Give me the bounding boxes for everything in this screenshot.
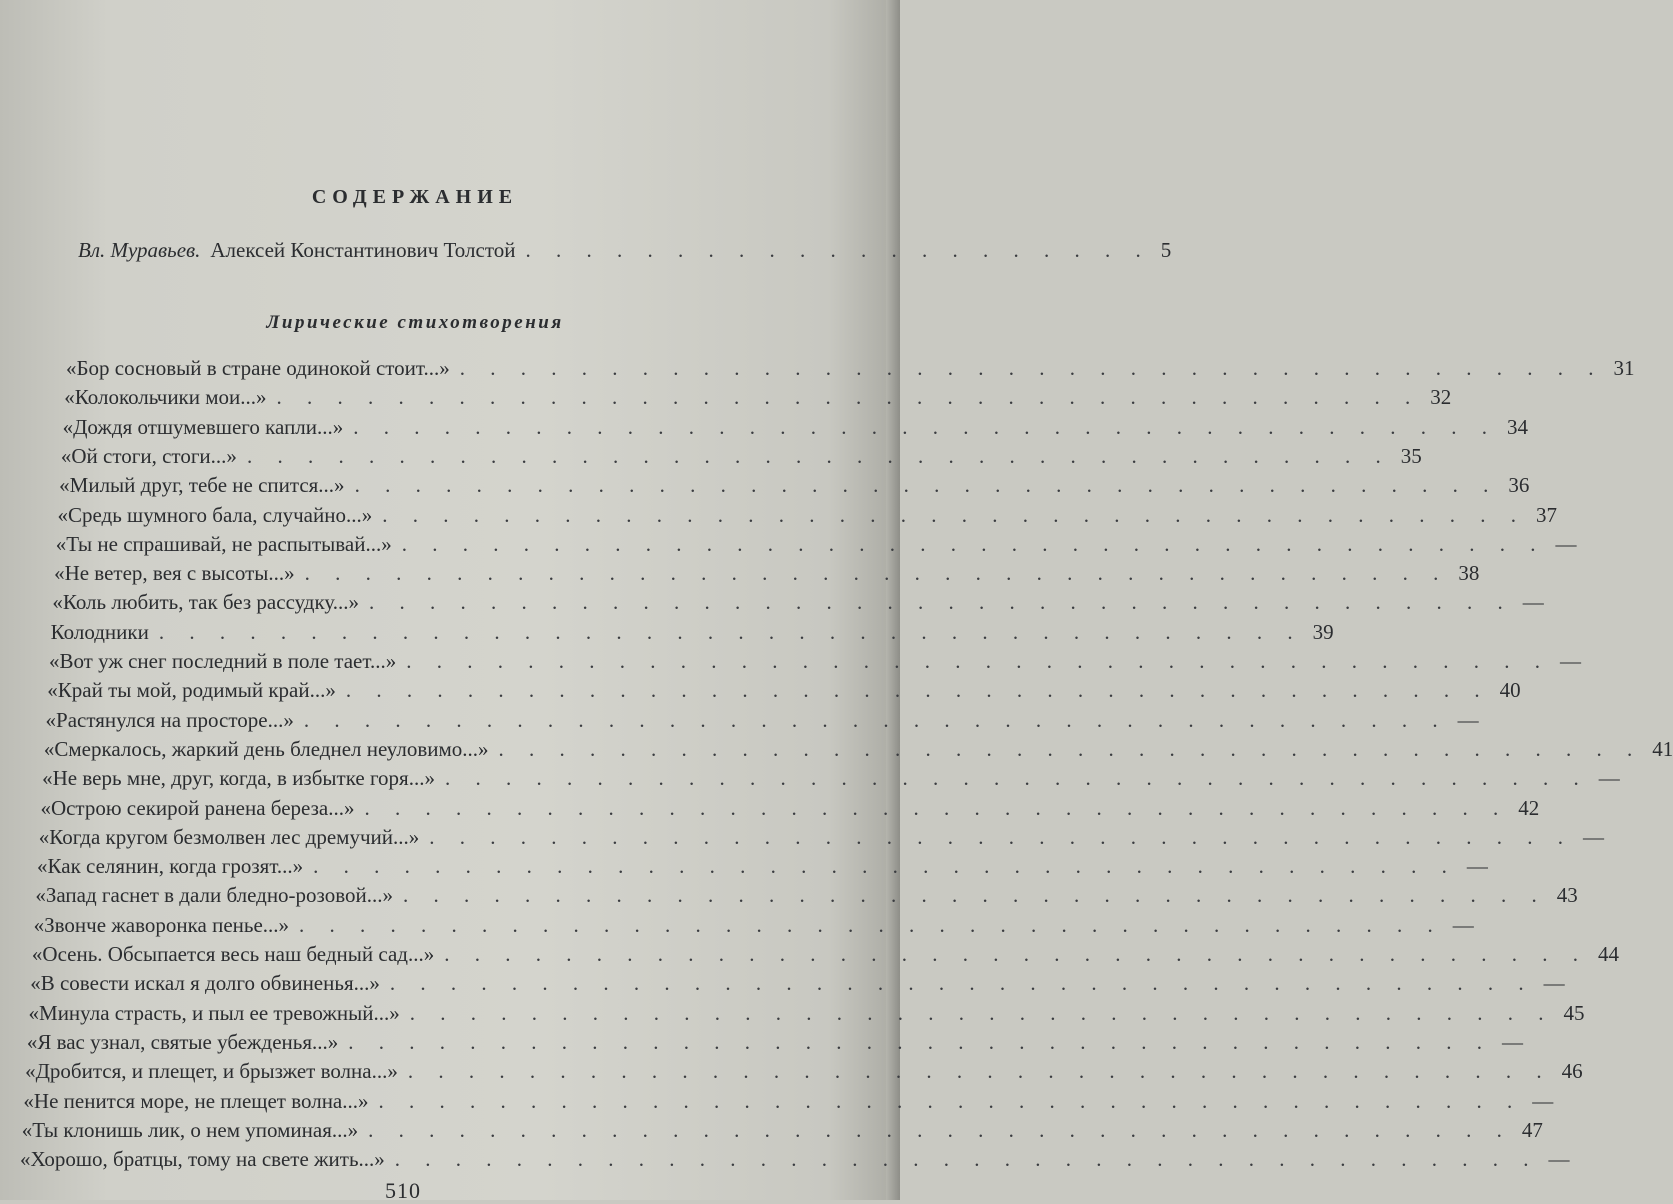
toc-entry: [54, 561, 1480, 591]
toc-entry-page-number: 36: [1508, 473, 1530, 498]
toc-entry: [59, 473, 1530, 503]
toc-entry-title: «Растянулся на просторе...»: [45, 707, 294, 732]
toc-entry-title: «Дождя отшумевшего капли...»: [62, 414, 344, 439]
toc-entry: [55, 531, 1577, 562]
toc-entry-title: «Не пенится море, не плещет волна...»: [23, 1088, 369, 1113]
dot-leader: . . . . . . . . . . . . . . . . . . . . . . . . . . . . . . . . . . . . . .: [313, 854, 1457, 879]
toc-entry-page-number: —: [1555, 531, 1577, 556]
toc-entry-page-number: 42: [1518, 795, 1540, 820]
toc-entry-title: «Острою секирой ранена береза...»: [40, 795, 355, 820]
toc-entry: [23, 1088, 1554, 1119]
toc-entry-title: «Край ты мой, родимый край...»: [47, 678, 336, 703]
toc-entry: [52, 590, 1544, 620]
toc-entry-title: «Вот уж снег последний в поле тает...»: [48, 649, 397, 673]
toc-entry: [66, 356, 1635, 386]
dot-leader: . . . . . . . . . . . . . . . . . . . . . . . . . . . . . . . . . . . . . .: [353, 414, 1498, 439]
toc-entry: [40, 795, 1540, 826]
toc-entry-page-number: 32: [1430, 385, 1452, 410]
dot-leader: . . . . . . . . . . . . . . . . . . . . . . . . . . . . . . . . . . . . . .: [389, 971, 1534, 996]
toc-entry-title: «Запад гаснет в дали бледно-розовой...»: [35, 883, 393, 908]
toc-entry-title: «Хорошо, братцы, тому на свете жить...»: [20, 1147, 385, 1172]
toc-entry: [25, 1059, 1583, 1089]
page-folio: 510: [385, 1178, 421, 1203]
dot-leader: . . . . . . . . . . . . . . . . . . . . . . . . . . . . . . . . . . . . . .: [299, 912, 1443, 937]
toc-entry: [57, 502, 1557, 533]
dot-leader: . . . . . . . . . . . . . . . . . . . . . . . . . . . . . . . . . . . . . .: [378, 1088, 1523, 1113]
toc-entry-page-number: —: [1466, 854, 1488, 879]
toc-entry-page-number: 43: [1556, 883, 1578, 908]
toc-entry-title: «Коль любить, так без рассудку...»: [52, 590, 360, 615]
toc-entry: [33, 912, 1474, 943]
toc-entry-title: «Осень. Обсыпается весь наш бедный сад...»: [31, 942, 435, 966]
dot-leader: . . . . . . . . . . . . . . . . . . . . . . . . . . . . . . . . . . . . . .: [246, 443, 1391, 468]
toc-entry: [31, 942, 1619, 972]
toc-entry: [47, 678, 1521, 708]
toc-entry: [50, 619, 1334, 650]
toc-entry-title: Колодники: [50, 619, 149, 644]
toc-entry-page-number: —: [1598, 766, 1620, 791]
toc-entry: [21, 1117, 1543, 1148]
toc-entry-title: «Звонче жаворонка пенье...»: [33, 912, 290, 937]
dot-leader: . . . . . . . . . . . . . . . . . . . . . . . . . . . . . . . . . . . . . .: [401, 531, 1546, 556]
toc-entry-title: «Средь шумного бала, случайно...»: [57, 502, 373, 527]
toc-entry: [60, 443, 1422, 474]
dot-leader: . . . . . . . . . . . . . . . . . . . . . . . . . . . . . . . . . . . . . .: [303, 707, 1448, 732]
toc-entry-page-number: —: [1532, 1088, 1554, 1113]
dot-leader: . . . . . . . . . . . . . . . . . . . . . . . . . . . . . . . . . . . . . .: [444, 942, 1588, 966]
toc-entry-title: «Дробится, и плещет, и брызжет волна...»: [25, 1059, 398, 1084]
toc-entry-page-number: 37: [1535, 502, 1557, 527]
dot-leader: . . . . . . . . . . . . . . . . . . . . . . . . . . . . . . . . . . . . . .: [348, 1029, 1493, 1054]
dot-leader: . . . . . . . . . . . . . . . . . . . . . . . . . . . . . . . . . . . . . .: [402, 883, 1547, 908]
dot-leader: . . . . . . . . . . . . . . . . . . . . . . . . . . . . . . . . . . . . . .: [444, 766, 1589, 791]
dot-leader: . . . . . . . . . . . . . . . . . . . . . . . . . . . . . . . . . . . . . .: [409, 1000, 1554, 1025]
dot-leader: . . . . . . . . . . . . . . . . . . . . . . . . . . . . . . . . . . . . . .: [498, 736, 1643, 761]
toc-entry-page-number: —: [1559, 649, 1581, 673]
toc-entry-page-number: 41: [1652, 736, 1673, 761]
toc-entry-page-number: —: [1582, 824, 1604, 849]
toc-entry: [48, 649, 1581, 679]
toc-entry: [20, 1147, 1570, 1177]
toc-entry-title: «Когда кругом безмолвен лес дремучий...»: [38, 824, 420, 849]
dot-leader: . . . . . . . . . . . . . . . . . . . . . . . . . . . . . . . . . . . . . .: [369, 590, 1513, 615]
toc-entry-page-number: 47: [1521, 1117, 1543, 1142]
dot-leader: . . . . . . . . . . . . . . . . . . . . . . . . . . . . . . . . . . . . . .: [354, 473, 1499, 498]
toc-entry-page-number: 31: [1613, 356, 1635, 380]
dot-leader: . . . . . . . . . . . . . . . . . . . . . . . . . . . . . . . . . . . . . .: [394, 1147, 1539, 1172]
toc-entry-page-number: —: [1548, 1147, 1570, 1172]
page-title: СОДЕРЖАНИЕ: [311, 186, 519, 208]
dot-leader: . . . . . . . . . . . . . . . . . . . . . . . . . . . . . . . . . . . . . .: [368, 1117, 1512, 1142]
intro-author: Вл. Муравьев.: [78, 238, 201, 262]
dot-leader: . . . . . . . . . . . . . . . . . . . . . . . . . . . . . . . . . . . . . .: [406, 649, 1550, 673]
toc-entry: [35, 883, 1578, 913]
toc-entry-page-number: —: [1457, 707, 1479, 732]
toc-entry: [42, 766, 1620, 796]
toc-entry: [64, 385, 1452, 415]
toc-entry: [37, 854, 1488, 884]
toc-entry: [26, 1029, 1524, 1060]
toc-entry-page-number: —: [1543, 971, 1565, 996]
toc-entry-page-number: 35: [1400, 443, 1422, 468]
toc-entry-title: «Я вас узнал, святые убежденья...»: [26, 1029, 339, 1054]
dot-leader: . . . . . . . . . . . . . . . . . . . . . . . . . . . . . . . . . . . . . .: [158, 619, 1303, 644]
dot-leader: . . . . . . . . . . . . . . . . . . . . .: [525, 238, 1151, 262]
dot-leader: . . . . . . . . . . . . . . . . . . . . . . . . . . . . . . . . . . . . . .: [407, 1059, 1552, 1084]
toc-entry-title: «Милый друг, тебе не спится...»: [59, 473, 345, 498]
dot-leader: . . . . . . . . . . . . . . . . . . . . . . . . . . . . . . . . . . . . . .: [382, 502, 1526, 527]
dot-leader: . . . . . . . . . . . . . . . . . . . . . . . . . . . . . . . . . . . . . .: [276, 385, 1421, 410]
toc-entry-title: «Как селянин, когда грозят...»: [37, 854, 304, 879]
toc-entry: [38, 824, 1604, 855]
toc-entry-title: «Смеркалось, жаркий день бледнел неуловимо...»: [43, 736, 489, 761]
dot-leader: . . . . . . . . . . . . . . . . . . . . . . . . . . . . . . . . . . . . . .: [429, 824, 1573, 849]
toc-entry-title: «Бор сосновый в стране одинокой стоит...»: [66, 356, 450, 380]
toc-entry-page-number: —: [1452, 912, 1474, 937]
toc-entry-title: «Колокольчики мои...»: [64, 385, 267, 410]
dot-leader: . . . . . . . . . . . . . . . . . . . . . . . . . . . . . . . . . . . . . .: [304, 561, 1449, 586]
dot-leader: . . . . . . . . . . . . . . . . . . . . . . . . . . . . . . . . . . . . . .: [459, 356, 1604, 380]
toc-entry-page-number: —: [1502, 1029, 1524, 1054]
toc-entry-title: «Не ветер, вея с высоты...»: [54, 561, 295, 586]
toc-entry-title: «Ты клонишь лик, о нем упоминая...»: [21, 1117, 359, 1142]
intro-page-number: 5: [1160, 238, 1172, 262]
dot-leader: . . . . . . . . . . . . . . . . . . . . . . . . . . . . . . . . . . . . . .: [345, 678, 1490, 703]
toc-entry-page-number: 46: [1561, 1059, 1583, 1084]
toc-entry-page-number: 38: [1458, 561, 1480, 586]
toc-entry-title: «Не верь мне, друг, когда, в избытке горя...»: [42, 766, 435, 791]
toc-entry-title: «Минула страсть, и пыл ее тревожный...»: [28, 1000, 400, 1025]
toc-entry-title: «В совести искал я долго обвиненья...»: [30, 971, 380, 996]
toc-entry: [30, 971, 1565, 1001]
toc-entry-page-number: 39: [1312, 619, 1334, 644]
toc-entry-page-number: 34: [1507, 414, 1529, 439]
toc-entry-title: «Ты не спрашивай, не распытывай...»: [55, 531, 392, 556]
toc-entry-page-number: 40: [1499, 678, 1521, 703]
toc-entry-title: «Ой стоги, стоги...»: [60, 443, 237, 468]
toc-entry-page-number: 44: [1597, 942, 1619, 966]
toc-entry: [43, 736, 1673, 767]
toc-entry: [28, 1000, 1585, 1031]
dot-leader: . . . . . . . . . . . . . . . . . . . . . . . . . . . . . . . . . . . . . .: [364, 795, 1509, 820]
section-title: Лирические стихотворения: [266, 312, 564, 333]
toc-entry: [62, 414, 1529, 445]
toc-entry-page-number: 45: [1563, 1000, 1585, 1025]
intro-work-title: Алексей Константинович Толстой: [210, 238, 516, 262]
toc-entry: [45, 707, 1479, 738]
toc-entry-page-number: —: [1522, 590, 1544, 615]
